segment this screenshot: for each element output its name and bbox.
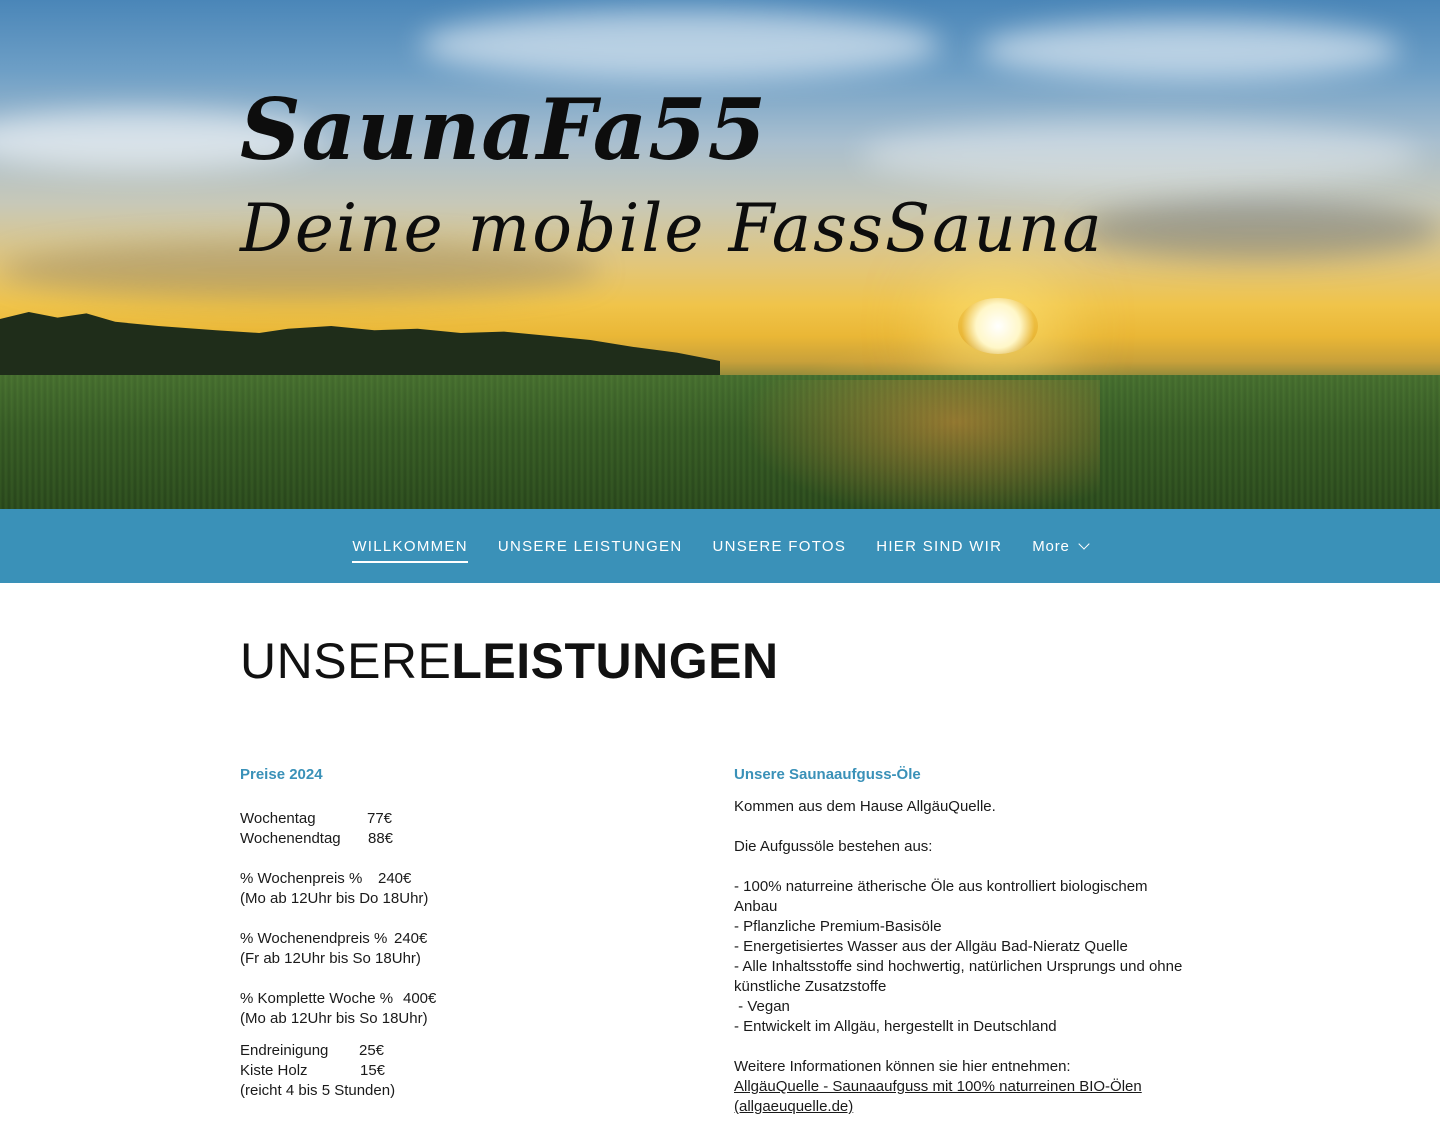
price-label: Endreinigung — [240, 1042, 329, 1059]
price-value: 240€ — [394, 930, 428, 947]
page-title-bold: LEISTUNGEN — [451, 633, 779, 689]
page-title — [240, 633, 779, 689]
lens-flare — [740, 380, 1100, 509]
price-label: Wochenendtag — [240, 830, 341, 847]
oils-intro: Kommen aus dem Hause AllgäuQuelle. — [734, 798, 996, 815]
price-label: Wochentag — [240, 810, 316, 827]
nav-item-label: UNSERE FOTOS — [712, 537, 847, 555]
price-label: % Wochenendpreis % — [240, 930, 388, 947]
chevron-down-icon — [1078, 538, 1089, 549]
allgaeuquelle-link[interactable]: AllgäuQuelle - Saunaaufguss mit 100% naturreinen BIO-Ölen (allgaeuquelle.de) — [734, 1078, 1142, 1115]
oils-list-item: - Vegan — [734, 998, 790, 1015]
price-row — [240, 1061, 660, 1081]
nav-item-willkommen[interactable] — [352, 532, 468, 561]
oils-list-item: - 100% naturreine ätherische Öle aus kontrolliert biologischem Anbau — [734, 878, 1148, 915]
nav-item-more[interactable] — [1032, 532, 1087, 561]
price-value: 88€ — [368, 830, 394, 847]
oils-more-info: Weitere Informationen können sie hier entnehmen: — [734, 1058, 1071, 1075]
price-row — [240, 809, 660, 829]
oils-list-item: - Entwickelt im Allgäu, hergestellt in Deutschland — [734, 1018, 1057, 1035]
price-value: 400€ — [403, 990, 437, 1007]
oils-list-item: - Pflanzliche Premium-Basisöle — [734, 918, 942, 935]
prices-title: Preise 2024 — [240, 766, 323, 783]
oils-list-item: - Energetisiertes Wasser aus der Allgäu Bad-Nieratz Quelle — [734, 938, 1128, 955]
nav-item-label: HIER SIND WIR — [876, 537, 1003, 555]
price-note: (Mo ab 12Uhr bis So 18Uhr) — [240, 1010, 428, 1027]
site-subtitle: Deine mobile FassSauna — [240, 190, 1104, 267]
price-label: % Wochenpreis % — [240, 870, 363, 887]
price-row — [240, 869, 660, 889]
hero-banner — [0, 0, 1440, 509]
nav-item-label: More — [1032, 537, 1070, 555]
page-title-light: UNSERE — [240, 633, 452, 689]
nav-item-label: UNSERE LEISTUNGEN — [497, 537, 683, 555]
nav-item-label: WILLKOMMEN — [352, 537, 468, 555]
price-row — [240, 929, 660, 949]
price-value: 77€ — [367, 810, 393, 827]
price-row — [240, 1041, 660, 1061]
oils-list-item: - Alle Inhaltsstoffe sind hochwertig, natürlichen Ursprungs und ohne künstliche Zusatzstoffe — [734, 958, 1183, 995]
field — [0, 375, 1440, 509]
nav-item-hier-sind-wir[interactable] — [876, 532, 1002, 561]
price-row — [240, 829, 660, 849]
treeline — [0, 312, 720, 382]
price-value: 15€ — [360, 1062, 386, 1079]
price-note: (Mo ab 12Uhr bis Do 18Uhr) — [240, 890, 429, 907]
cloud — [420, 10, 940, 80]
nav-item-unsere-fotos[interactable] — [713, 532, 847, 561]
price-row — [240, 989, 660, 1009]
price-note: (reicht 4 bis 5 Stunden) — [240, 1082, 396, 1099]
price-label: Kiste Holz — [240, 1062, 308, 1079]
main-navigation — [0, 509, 1440, 583]
price-value: 25€ — [359, 1042, 385, 1059]
prices-section — [240, 765, 660, 1101]
site-title: SaunaFa55 — [240, 80, 768, 179]
cloud — [1080, 200, 1440, 260]
oils-title: Unsere Saunaaufguss-Öle — [734, 766, 921, 783]
price-value: 240€ — [378, 870, 412, 887]
price-note: (Fr ab 12Uhr bis So 18Uhr) — [240, 950, 421, 967]
oils-consist: Die Aufgussöle bestehen aus: — [734, 838, 933, 855]
sun — [958, 298, 1038, 354]
cloud — [980, 20, 1400, 80]
nav-item-unsere-leistungen[interactable] — [498, 532, 683, 561]
price-label: % Komplette Woche % — [240, 990, 394, 1007]
oils-section — [734, 765, 1194, 1117]
cloud — [860, 120, 1420, 190]
